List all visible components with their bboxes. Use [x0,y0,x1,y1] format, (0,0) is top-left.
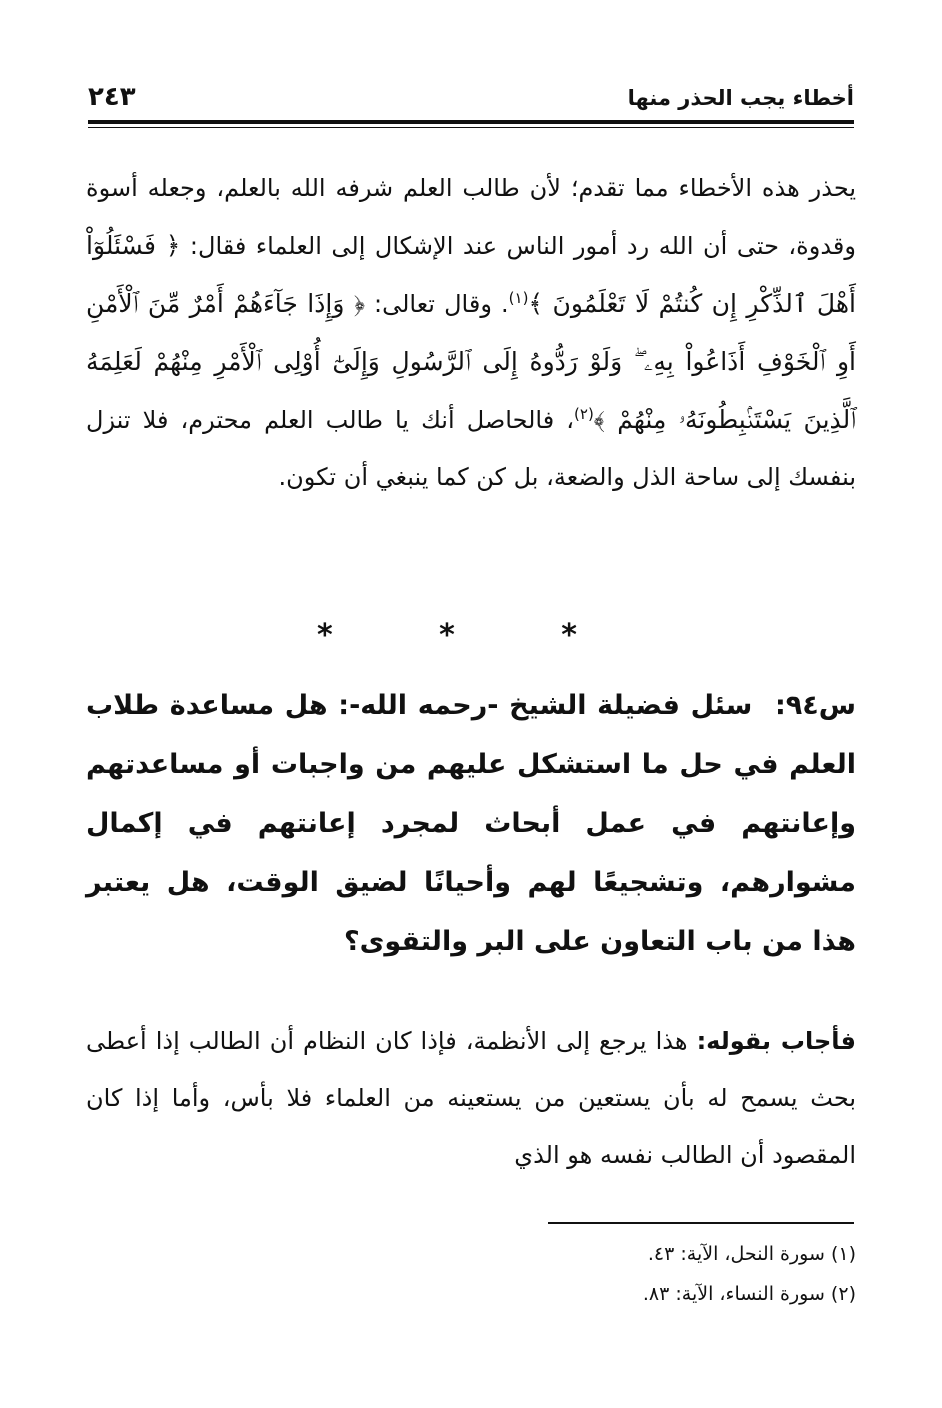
question-block [86,676,856,971]
text-run: . وقال تعالى: [364,290,509,318]
answer-text: هذا يرجع إلى الأنظمة، فإذا كان النظام أن الطالب إذا أعطى بحث يسمح له بأن يستعين من يستعينه من العلماء فلا بأس، وأما إذا كان المقصود أن الطالب نفسه هو الذي [86,1027,856,1169]
section-separator: * * * [317,618,625,653]
footnote-ref: (٢) [574,405,594,423]
footnote: (٢) سورة النساء، الآية: ٨٣. [642,1283,856,1305]
page-number: ٢٤٣ [88,82,136,112]
answer-block [86,1013,856,1184]
paragraph [86,160,856,506]
question-number: س٩٤: [774,690,856,721]
text-run: ، فالحاصل أنك يا طالب العلم محترم، فلا تنزل بنفسك إلى ساحة الذل والضعة، بل كن كما ينبغي أن تكون. [86,406,856,491]
question-text: سئل فضيلة الشيخ -رحمه الله-: هل مساعدة طلاب العلم في حل ما استشكل عليهم من واجبات أو مساعدتهم وإعانتهم في عمل أبحاث لمجرد إعانتهم في إكمال مشوارهم، وتشجيعًا لهم وأحيانًا لضيق الوقت، هل يعتبر هذا من باب التعاون على البر والتقوى؟ [86,690,856,957]
header-rule-thin [88,127,854,128]
running-title: أخطاء يجب الحذر منها [627,86,854,110]
body-paragraph [86,160,856,506]
footnote-ref: (١) [508,289,529,307]
footnote: (١) سورة النحل، الآية: ٤٣. [647,1243,856,1265]
quran-verse: ﴿ وَإِذَا جَآءَهُمْ أَمْرٌ مِّنَ ٱلْأَمْنِ أَوِ ٱلْخَوْفِ أَذَاعُواْ بِهِۦ ۖ وَلَوْ رَدُّوهُ إِلَى ٱلرَّسُولِ وَإِلَىٰٓ أُوْلِى ٱلْأَمْرِ مِنْهُمْ لَعَلِمَهُ ٱلَّذِينَ يَسْتَنۢبِطُونَهُۥ مِنْهُمْ ﴾ [86,289,856,434]
footnotes [86,1234,856,1314]
quran-verse: ﴿ فَسْئَلُوٓاْ أَهْلَ ٱلذِّكْرِ إِن كُنتُمْ لَا تَعْلَمُونَ ﴾ [86,231,856,318]
page-header [88,80,854,120]
text-run: يحذر هذه الأخطاء مما تقدم؛ لأن طالب العلم شرفه الله بالعلم، وجعله أسوة وقدوة، حتى أن الله رد أمور الناس عند الإشكال إلى العلماء فقال: [86,174,856,260]
footnote-rule [548,1222,854,1224]
answer-lead: فأجاب بقوله: [696,1027,856,1055]
header-rule-thick [88,120,854,124]
